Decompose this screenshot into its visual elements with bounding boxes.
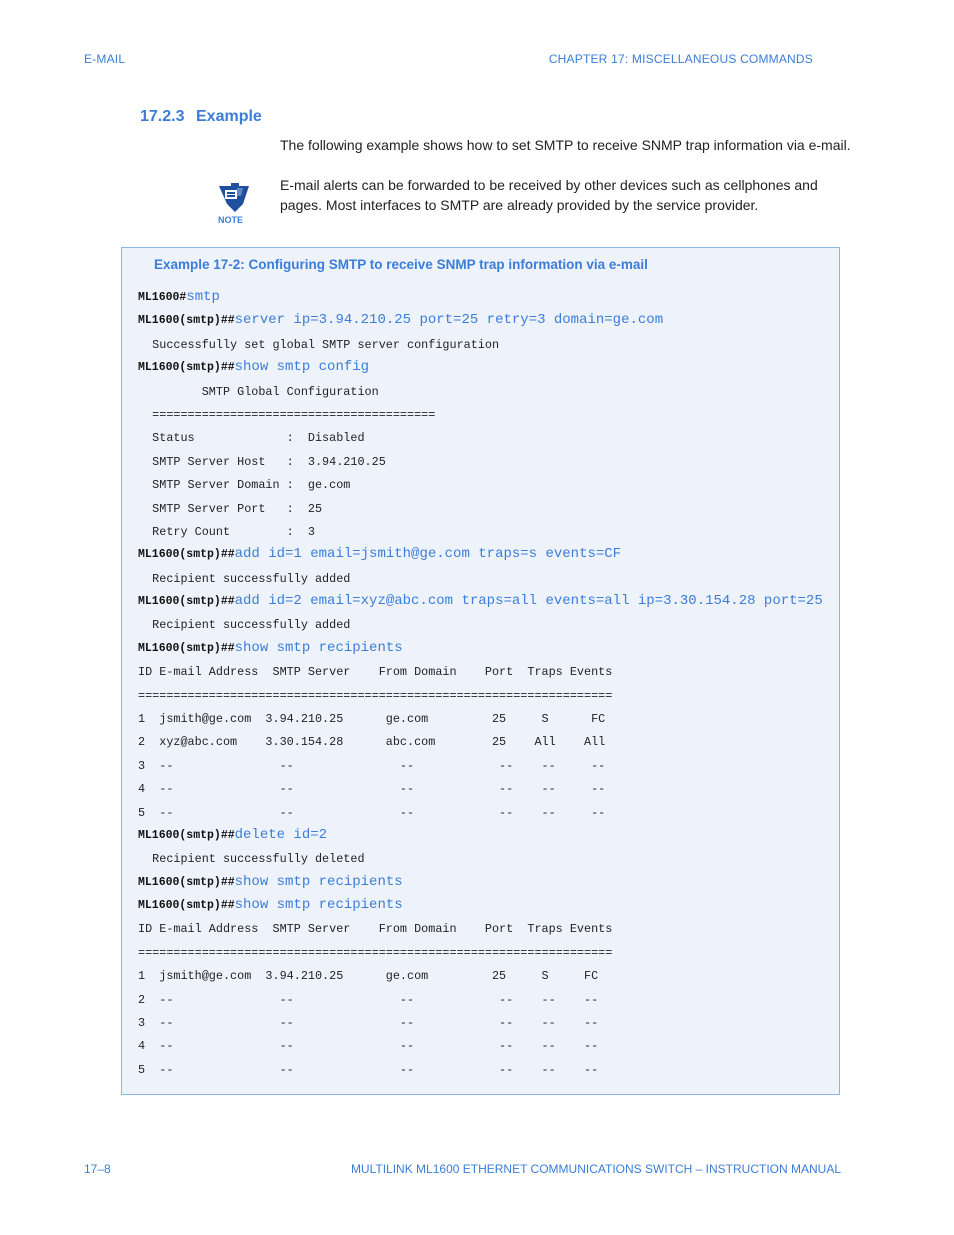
output-line bbox=[138, 990, 598, 1008]
output-line bbox=[138, 615, 350, 633]
cli-output: 4 -- -- -- -- -- -- bbox=[138, 782, 606, 796]
output-line bbox=[138, 499, 322, 517]
cli-prompt: ML1600(smtp)## bbox=[138, 314, 235, 327]
output-line bbox=[138, 428, 365, 446]
output-line bbox=[138, 1013, 598, 1031]
cli-prompt: ML1600(smtp)## bbox=[138, 361, 235, 374]
cli-output: ======================================== bbox=[138, 408, 436, 422]
section-title: Example bbox=[196, 108, 262, 125]
cli-output: ID E-mail Address SMTP Server From Domain Port Traps Events bbox=[138, 665, 613, 679]
command-line bbox=[138, 357, 369, 375]
output-line bbox=[138, 849, 365, 867]
output-line bbox=[138, 803, 605, 821]
footer-title: MULTILINK ML1600 ETHERNET COMMUNICATIONS SWITCH – INSTRUCTION MANUAL bbox=[350, 1162, 841, 1176]
output-line bbox=[138, 779, 605, 797]
output-line bbox=[138, 405, 435, 423]
output-line bbox=[138, 662, 612, 680]
output-line bbox=[138, 1060, 598, 1078]
cli-output: Successfully set global SMTP server configuration bbox=[138, 338, 500, 352]
cli-output: SMTP Server Port : 25 bbox=[138, 502, 323, 516]
cli-output: 1 jsmith@ge.com 3.94.210.25 ge.com 25 S FC bbox=[138, 712, 606, 726]
cli-output: Recipient successfully added bbox=[138, 572, 351, 586]
cli-prompt: ML1600(smtp)## bbox=[138, 899, 235, 912]
output-line bbox=[138, 452, 386, 470]
output-line bbox=[138, 569, 350, 587]
cli-output: 4 -- -- -- -- -- -- bbox=[138, 1039, 599, 1053]
cli-output: 1 jsmith@ge.com 3.94.210.25 ge.com 25 S FC bbox=[138, 969, 599, 983]
cli-output: 2 -- -- -- -- -- -- bbox=[138, 993, 599, 1007]
section-number: 17.2.3 bbox=[140, 108, 185, 125]
cli-command: add id=2 email=xyz@abc.com traps=all events=all ip=3.30.154.28 port=25 bbox=[234, 593, 823, 609]
cli-output: 3 -- -- -- -- -- -- bbox=[138, 1016, 599, 1030]
cli-output: =================================================================== bbox=[138, 946, 613, 960]
output-line bbox=[138, 943, 612, 961]
command-line bbox=[138, 591, 823, 609]
cli-command: server ip=3.94.210.25 port=25 retry=3 domain=ge.com bbox=[234, 312, 664, 328]
output-line bbox=[138, 335, 499, 353]
note-line-1: E-mail alerts can be forwarded to be received by other devices such as cellphones and bbox=[280, 177, 818, 193]
example-title: Example 17-2: Configuring SMTP to receive SNMP trap information via e-mail bbox=[154, 257, 648, 272]
cli-output: Status : Disabled bbox=[138, 431, 365, 445]
cli-output: SMTP Server Domain : ge.com bbox=[138, 478, 351, 492]
output-line bbox=[138, 709, 605, 727]
output-line bbox=[138, 382, 379, 400]
cli-command: show smtp recipients bbox=[234, 640, 403, 656]
cli-output: Retry Count : 3 bbox=[138, 525, 315, 539]
cli-output: Recipient successfully added bbox=[138, 618, 351, 632]
command-line bbox=[138, 895, 403, 913]
cli-prompt: ML1600(smtp)## bbox=[138, 548, 235, 561]
cli-command: show smtp recipients bbox=[234, 874, 403, 890]
footer-page-number: 17–8 bbox=[84, 1162, 111, 1176]
output-line bbox=[138, 966, 598, 984]
cli-prompt: ML1600(smtp)## bbox=[138, 642, 235, 655]
cli-prompt: ML1600(smtp)## bbox=[138, 876, 235, 889]
command-line bbox=[138, 287, 220, 305]
cli-prompt: ML1600# bbox=[138, 291, 187, 304]
output-line bbox=[138, 686, 612, 704]
command-line bbox=[138, 638, 403, 656]
cli-command: delete id=2 bbox=[234, 827, 328, 843]
output-line bbox=[138, 756, 605, 774]
note-line-2: pages. Most interfaces to SMTP are already provided by the service provider. bbox=[280, 197, 759, 213]
cli-output: 5 -- -- -- -- -- -- bbox=[138, 1063, 599, 1077]
command-line bbox=[138, 825, 327, 843]
output-line bbox=[138, 1036, 598, 1054]
output-line bbox=[138, 475, 350, 493]
cli-output: SMTP Global Configuration bbox=[138, 385, 379, 399]
header-left: E-MAIL bbox=[84, 52, 126, 66]
output-line bbox=[138, 732, 605, 750]
cli-command: show smtp recipients bbox=[234, 897, 403, 913]
cli-output: 5 -- -- -- -- -- -- bbox=[138, 806, 606, 820]
cli-prompt: ML1600(smtp)## bbox=[138, 829, 235, 842]
note-label: NOTE bbox=[218, 215, 244, 225]
cli-output: =================================================================== bbox=[138, 689, 613, 703]
command-line bbox=[138, 872, 403, 890]
cli-output: 3 -- -- -- -- -- -- bbox=[138, 759, 606, 773]
cli-command: show smtp config bbox=[234, 359, 370, 375]
cli-output: ID E-mail Address SMTP Server From Domain Port Traps Events bbox=[138, 922, 613, 936]
intro-paragraph: The following example shows how to set SMTP to receive SNMP trap information via e-mail. bbox=[280, 137, 851, 153]
cli-output: 2 xyz@abc.com 3.30.154.28 abc.com 25 All All bbox=[138, 735, 606, 749]
output-line bbox=[138, 919, 612, 937]
cli-output: SMTP Server Host : 3.94.210.25 bbox=[138, 455, 386, 469]
command-line bbox=[138, 544, 621, 562]
command-line bbox=[138, 310, 663, 328]
header-right: CHAPTER 17: MISCELLANEOUS COMMANDS bbox=[548, 52, 813, 66]
cli-command: smtp bbox=[186, 289, 220, 305]
cli-output: Recipient successfully deleted bbox=[138, 852, 365, 866]
cli-prompt: ML1600(smtp)## bbox=[138, 595, 235, 608]
cli-command: add id=1 email=jsmith@ge.com traps=s events=CF bbox=[234, 546, 622, 562]
output-line bbox=[138, 522, 315, 540]
